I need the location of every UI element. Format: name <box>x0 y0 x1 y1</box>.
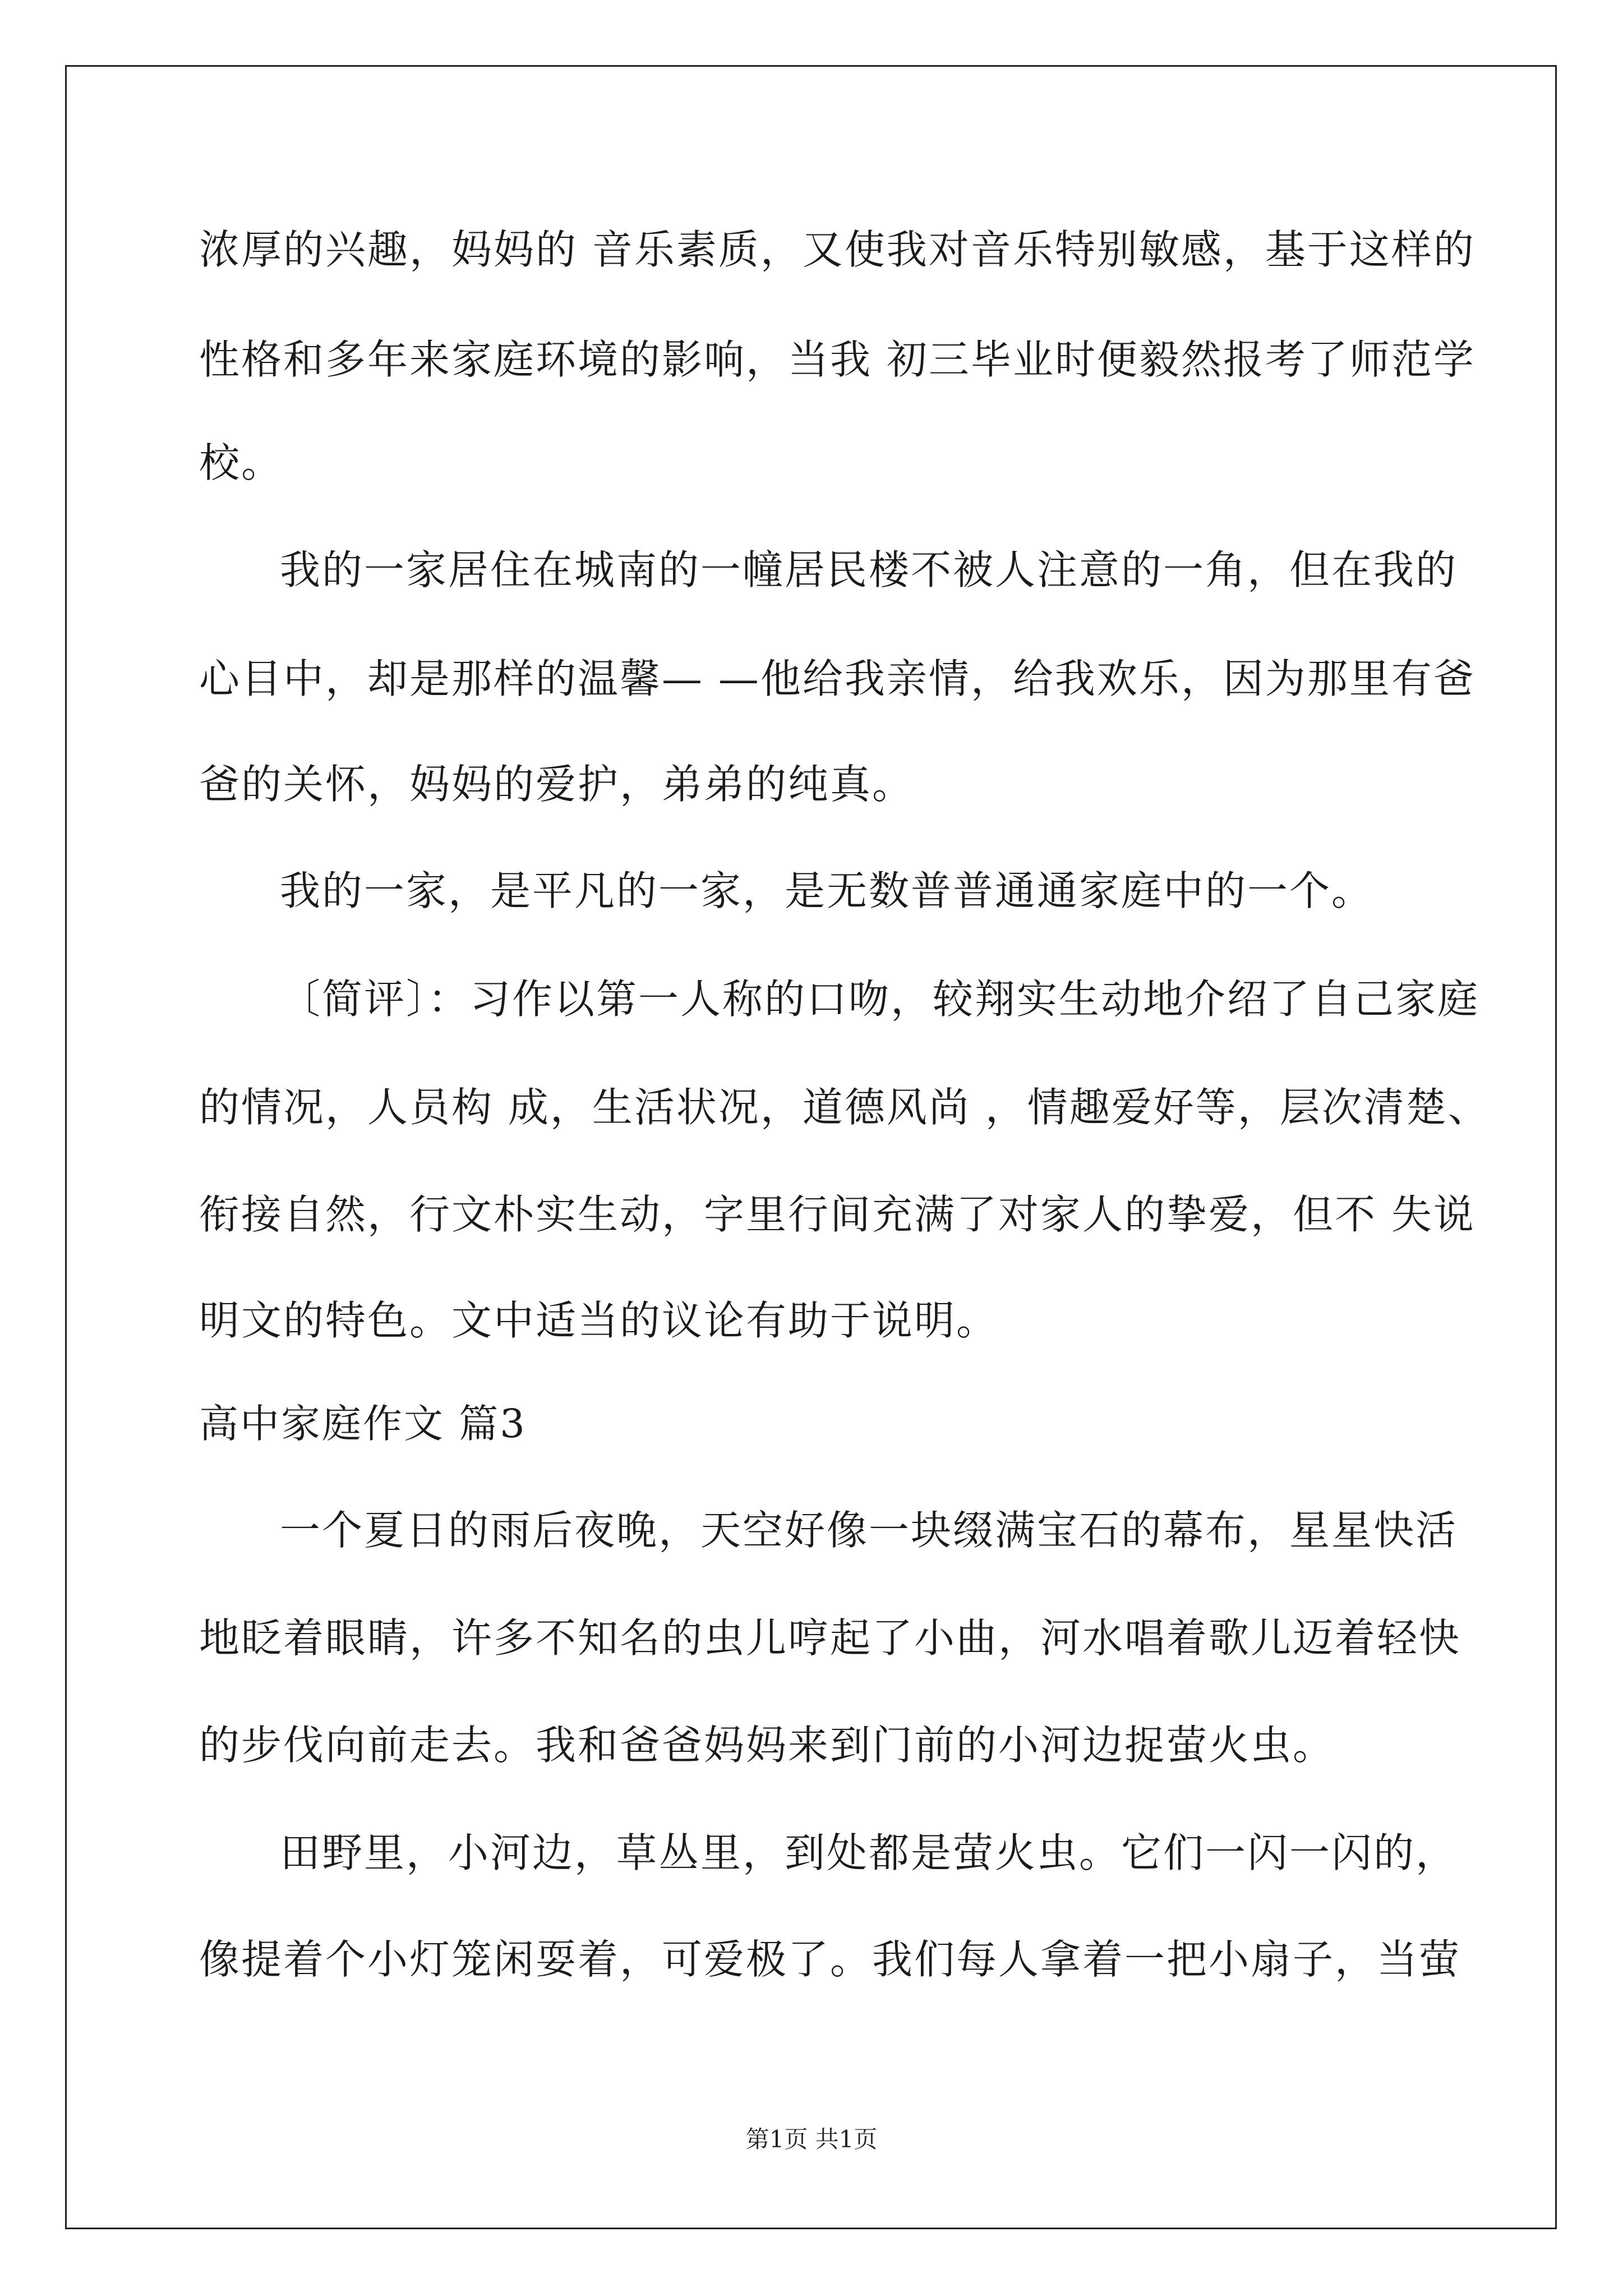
paragraph-start-line: 田野里，小河边，草丛里，到处都是萤火虫。它们一闪一闪的， <box>280 1829 1458 1876</box>
paragraph-start-line: 一个夏日的雨后夜晚，天空好像一块缀满宝石的幕布，星星快活 <box>280 1507 1458 1554</box>
text-line: 爸的关怀，妈妈的爱护，弟弟的纯真。 <box>199 761 915 808</box>
section-heading: 高中家庭作文 篇3 <box>199 1401 527 1447</box>
paragraph-start-line: 我的一家，是平凡的一家，是无数普普通通家庭中的一个。 <box>280 867 1374 914</box>
text-line: 的情况，人员构 成，生活状况，道德风尚 ，情趣爱好等，层次清楚、 <box>199 1084 1490 1131</box>
text-line: 校。 <box>199 439 284 486</box>
text-line: 像提着个小灯笼闲耍着，可爱极了。我们每人拿着一把小扇子，当萤 <box>199 1936 1461 1983</box>
paragraph-start-line: 我的一家居住在城南的一幢居民楼不被人注意的一角，但在我的 <box>280 546 1458 593</box>
text-line: 的步伐向前走去。我和爸爸妈妈来到门前的小河边捉萤火虫。 <box>199 1722 1335 1769</box>
text-line: 浓厚的兴趣，妈妈的 音乐素质，又使我对音乐特别敏感，基于这样的 <box>199 226 1476 273</box>
page-border <box>65 65 1557 2229</box>
text-line: 心目中，却是那样的温馨— —他给我亲情，给我欢乐，因为那里有爸 <box>199 655 1476 702</box>
text-line: 衔接自然，行文朴实生动，字里行间充满了对家人的挚爱，但不 失说 <box>199 1191 1476 1238</box>
text-line: 明文的特色。文中适当的议论有助于说明。 <box>199 1297 999 1344</box>
paragraph-start-line: 〔简评〕：习作以第一人称的口吻，较翔实生动地介绍了自己家庭 <box>280 976 1480 1023</box>
page-number-footer: 第1页 共1页 <box>745 2125 878 2153</box>
text-line: 地眨着眼睛，许多不知名的虫儿哼起了小曲，河水唱着歌儿迈着轻快 <box>199 1614 1461 1662</box>
text-line: 性格和多年来家庭环境的影响，当我 初三毕业时便毅然报考了师范学 <box>199 336 1476 383</box>
